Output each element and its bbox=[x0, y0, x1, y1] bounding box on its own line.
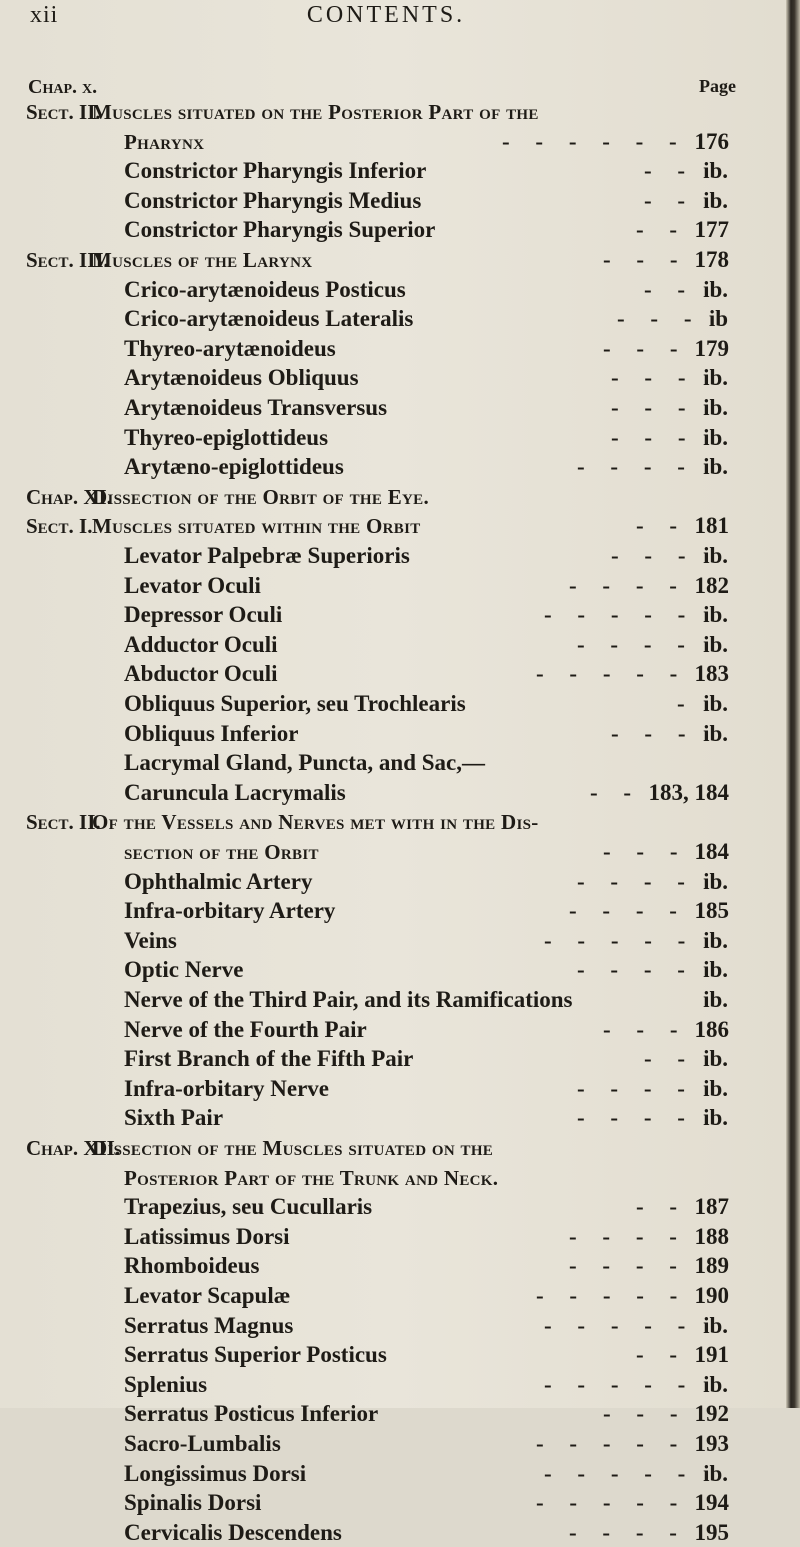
section-heading: Posterior Part of the Trunk and Neck. bbox=[124, 1165, 499, 1190]
page-numeral: xii bbox=[30, 2, 59, 28]
leader-dots: - - - - bbox=[577, 957, 695, 983]
entry-title: Lacrymal Gland, Puncta, and Sac,— bbox=[124, 750, 486, 776]
contents-line bbox=[0, 1430, 786, 1458]
leader-dots: - - - - bbox=[569, 1223, 687, 1249]
leader-dots: - - - - - bbox=[536, 1283, 688, 1308]
contents-line bbox=[0, 512, 786, 540]
section-heading: Muscles situated on the Posterior Part of the bbox=[92, 100, 539, 124]
leader-dots: - - bbox=[636, 1194, 688, 1220]
leader-dots: - - - bbox=[611, 424, 696, 450]
contents-line bbox=[0, 838, 786, 866]
contents-line bbox=[0, 305, 786, 333]
leader-dots: - - - bbox=[603, 839, 688, 864]
leader-dots: - - - - bbox=[577, 1075, 695, 1101]
leader-dots: - - - - bbox=[569, 1253, 687, 1279]
leader-dots: - - - - - bbox=[544, 602, 696, 628]
contents-line bbox=[0, 98, 786, 126]
page-number: ib. bbox=[703, 454, 728, 480]
page-number: ib. bbox=[703, 395, 728, 420]
section-label: Chap. XII. bbox=[26, 1136, 121, 1160]
entry-title: Levator Oculi bbox=[124, 572, 261, 598]
contents-line bbox=[0, 1371, 786, 1399]
page-number: ib. bbox=[703, 1105, 728, 1131]
page-number: 195 bbox=[694, 1519, 729, 1545]
contents-line bbox=[0, 1400, 786, 1428]
page-number: ib. bbox=[703, 691, 728, 716]
contents-line bbox=[0, 276, 786, 304]
leader-dots: - - bbox=[636, 217, 688, 243]
entry-title: Thyreo-epiglottideus bbox=[124, 424, 329, 450]
section-label: Sect. II. bbox=[26, 100, 101, 124]
leader-dots: - bbox=[677, 691, 695, 716]
contents-line bbox=[0, 1282, 786, 1310]
page-number: 188 bbox=[694, 1223, 729, 1249]
entry-title: Constrictor Pharyngis Inferior bbox=[124, 158, 427, 184]
section-label: Sect. II. bbox=[26, 810, 101, 835]
leader-dots: - - - bbox=[617, 306, 702, 332]
leader-dots: - - - bbox=[603, 1401, 688, 1427]
contents-line bbox=[0, 1223, 786, 1251]
entry-title: Crico-arytænoideus Lateralis bbox=[124, 306, 414, 332]
contents-line bbox=[0, 1312, 786, 1340]
page-edge-binding bbox=[786, 0, 800, 1408]
entry-title: Serratus Superior Posticus bbox=[124, 1342, 387, 1368]
page-number: ib. bbox=[703, 158, 728, 184]
contents-line bbox=[0, 128, 786, 156]
entry-title: Arytænoideus Obliquus bbox=[124, 365, 359, 391]
leader-dots: - - - - bbox=[569, 1519, 687, 1545]
leader-dots: - - - - - bbox=[544, 927, 696, 953]
entry-title: Spinalis Dorsi bbox=[124, 1490, 262, 1516]
entry-title: Caruncula Lacrymalis bbox=[124, 779, 346, 805]
contents-line bbox=[0, 956, 786, 984]
leader-dots: - - - - - bbox=[544, 1371, 696, 1397]
entry-title: Constrictor Pharyngis Superior bbox=[124, 217, 436, 243]
contents-line bbox=[0, 1489, 786, 1517]
page-number: 186 bbox=[694, 1016, 729, 1042]
entry-title: Crico-arytænoideus Posticus bbox=[124, 276, 406, 302]
entry-title: Abductor Oculi bbox=[124, 661, 278, 687]
page-number: 179 bbox=[694, 335, 729, 361]
contents-line bbox=[0, 1164, 786, 1192]
leader-dots: - - bbox=[644, 1046, 696, 1072]
contents-line bbox=[0, 927, 786, 955]
contents-line bbox=[0, 483, 786, 511]
entry-title: Nerve of the Fourth Pair bbox=[124, 1016, 367, 1042]
leader-dots: - - - - bbox=[569, 898, 687, 924]
leader-dots: - - - - - bbox=[536, 1490, 688, 1516]
section-heading: Dissection of the Orbit of the Eye. bbox=[92, 484, 429, 509]
entry-title: Trapezius, seu Cucullaris bbox=[124, 1194, 373, 1220]
contents-line bbox=[0, 335, 786, 363]
page-number: ib. bbox=[703, 1046, 728, 1072]
page-number: 183 bbox=[694, 661, 729, 687]
entry-title: Serratus Posticus Inferior bbox=[124, 1401, 379, 1427]
section-heading: Muscles situated within the Orbit bbox=[92, 514, 421, 539]
section-heading: Dissection of the Muscles situated on the bbox=[92, 1136, 494, 1160]
entry-title: Levator Scapulæ bbox=[124, 1283, 291, 1308]
contents-line bbox=[0, 1104, 786, 1132]
contents-line bbox=[0, 1075, 786, 1103]
leader-dots: - - - bbox=[611, 365, 696, 391]
entry-title: Infra-orbitary Nerve bbox=[124, 1075, 330, 1101]
page-number: 194 bbox=[694, 1490, 729, 1516]
entry-title: Veins bbox=[124, 927, 177, 953]
section-label: Chap. XI. bbox=[26, 484, 112, 509]
entry-title: Serratus Magnus bbox=[124, 1312, 294, 1338]
page-number: ib. bbox=[703, 987, 728, 1012]
entry-title: Infra-orbitary Artery bbox=[124, 898, 336, 924]
section-label: Sect. III. bbox=[26, 248, 109, 272]
page-number: 181 bbox=[694, 513, 729, 539]
contents-line bbox=[0, 572, 786, 600]
page-number: ib. bbox=[703, 1371, 728, 1397]
leader-dots: - - bbox=[590, 779, 642, 805]
page-number: ib. bbox=[703, 1460, 728, 1486]
page-number: ib. bbox=[703, 543, 728, 568]
leader-dots: - - - - - bbox=[544, 1312, 696, 1338]
contents-line bbox=[0, 1016, 786, 1044]
leader-dots: - - - bbox=[603, 247, 688, 272]
contents-line bbox=[0, 542, 786, 570]
page-number: 185 bbox=[694, 898, 729, 924]
page-number: ib. bbox=[703, 957, 728, 983]
contents-line bbox=[0, 1252, 786, 1280]
contents-line bbox=[0, 868, 786, 896]
page-number: 184 bbox=[694, 839, 729, 864]
section-heading: section of the Orbit bbox=[124, 840, 319, 864]
leader-dots: - - - - bbox=[577, 631, 695, 657]
contents-line bbox=[0, 779, 786, 807]
leader-dots: - - bbox=[644, 158, 696, 184]
contents-line bbox=[0, 601, 786, 629]
contents-line bbox=[0, 986, 786, 1014]
entry-title: Nerve of the Third Pair, and its Ramifications bbox=[124, 987, 573, 1012]
contents-line bbox=[0, 690, 786, 718]
page-number: 182 bbox=[694, 572, 729, 598]
entry-title: Obliquus Inferior bbox=[124, 720, 299, 746]
entry-title: Sixth Pair bbox=[124, 1105, 224, 1131]
contents-line bbox=[0, 364, 786, 392]
page-number: 191 bbox=[694, 1342, 729, 1368]
contents-line bbox=[0, 897, 786, 925]
entry-title: Rhomboideus bbox=[124, 1253, 260, 1279]
section-heading: Pharynx bbox=[124, 129, 205, 154]
page-number: 183, 184 bbox=[648, 779, 729, 805]
entry-title: Levator Palpebræ Superioris bbox=[124, 543, 410, 568]
entry-title: Cervicalis Descendens bbox=[124, 1519, 342, 1545]
contents-line bbox=[0, 1193, 786, 1221]
contents-line bbox=[0, 631, 786, 659]
entry-title: First Branch of the Fifth Pair bbox=[124, 1046, 414, 1072]
page-number: 190 bbox=[694, 1283, 729, 1308]
contents-line bbox=[0, 246, 786, 274]
page-column-label: Page bbox=[699, 76, 736, 96]
entry-title: Arytænoideus Transversus bbox=[124, 395, 388, 420]
contents-line bbox=[0, 720, 786, 748]
contents-line bbox=[0, 1341, 786, 1369]
page-number: ib. bbox=[703, 927, 728, 953]
contents-line bbox=[0, 1045, 786, 1073]
leader-dots: - - bbox=[644, 276, 696, 302]
leader-dots: - - - - bbox=[577, 454, 695, 480]
page-number: ib. bbox=[703, 424, 728, 450]
entry-title: Splenius bbox=[124, 1371, 208, 1397]
entry-title: Adductor Oculi bbox=[124, 631, 278, 657]
page-number: 178 bbox=[694, 247, 729, 272]
page-number: ib. bbox=[703, 276, 728, 302]
section-heading: Of the Vessels and Nerves met with in the Dis- bbox=[92, 810, 539, 835]
leader-dots: - - - - - bbox=[544, 1460, 696, 1486]
contents-line bbox=[0, 1519, 786, 1547]
page-number: ib. bbox=[703, 602, 728, 628]
entry-title: Ophthalmic Artery bbox=[124, 868, 313, 894]
page-number: ib bbox=[708, 306, 728, 332]
contents-line bbox=[0, 216, 786, 244]
entry-title: Latissimus Dorsi bbox=[124, 1223, 290, 1249]
leader-dots: - - - bbox=[611, 543, 696, 568]
leader-dots: - - bbox=[644, 187, 696, 213]
entry-title: Constrictor Pharyngis Medius bbox=[124, 187, 422, 213]
contents-line bbox=[0, 394, 786, 422]
entry-title: Obliquus Superior, seu Trochlearis bbox=[124, 691, 466, 716]
entry-title: Arytæno-epiglottideus bbox=[124, 454, 344, 480]
page-number: 192 bbox=[694, 1401, 729, 1427]
contents-line bbox=[0, 1134, 786, 1162]
page-number: ib. bbox=[703, 1312, 728, 1338]
leader-dots: - - - bbox=[603, 335, 688, 361]
page-number: ib. bbox=[703, 365, 728, 391]
running-title: CONTENTS. bbox=[306, 2, 466, 28]
page-number: ib. bbox=[703, 187, 728, 213]
contents-line bbox=[0, 660, 786, 688]
leader-dots: - - bbox=[636, 1342, 688, 1368]
chapter-label-top: Chap. x. bbox=[28, 76, 98, 98]
leader-dots: - - - - bbox=[569, 572, 687, 598]
page-number: 187 bbox=[694, 1194, 729, 1220]
entry-title: Depressor Oculi bbox=[124, 602, 283, 628]
contents-line bbox=[0, 1460, 786, 1488]
contents-line bbox=[0, 749, 786, 777]
entry-title: Sacro-Lumbalis bbox=[124, 1431, 281, 1456]
entry-title: Thyreo-arytænoideus bbox=[124, 335, 336, 361]
page-number: 189 bbox=[694, 1253, 729, 1279]
leader-dots: - - - bbox=[603, 1016, 688, 1042]
leader-dots: - - - bbox=[611, 395, 696, 420]
page-number: 177 bbox=[694, 217, 729, 243]
entry-title: Optic Nerve bbox=[124, 957, 244, 983]
leader-dots: - - - - bbox=[577, 1105, 695, 1131]
leader-dots: - - - - - bbox=[536, 1431, 688, 1456]
leader-dots: - - - - bbox=[577, 868, 695, 894]
page-number: ib. bbox=[703, 1075, 728, 1101]
leader-dots: - - - - - - bbox=[502, 128, 687, 154]
section-heading: Muscles of the Larynx bbox=[92, 248, 313, 272]
page-number: 176 bbox=[694, 128, 729, 154]
leader-dots: - - - bbox=[611, 720, 696, 746]
page-number: ib. bbox=[703, 868, 728, 894]
contents-line bbox=[0, 424, 786, 452]
contents-line bbox=[0, 157, 786, 185]
page-number: ib. bbox=[703, 631, 728, 657]
entry-title: Longissimus Dorsi bbox=[124, 1460, 307, 1486]
page-number: ib. bbox=[703, 720, 728, 746]
contents-line bbox=[0, 187, 786, 215]
page-number: 193 bbox=[694, 1431, 729, 1456]
leader-dots: - - bbox=[636, 513, 688, 539]
section-label: Sect. I. bbox=[26, 514, 93, 539]
leader-dots: - - - - - bbox=[536, 661, 688, 687]
contents-line bbox=[0, 453, 786, 481]
contents-line bbox=[0, 808, 786, 836]
